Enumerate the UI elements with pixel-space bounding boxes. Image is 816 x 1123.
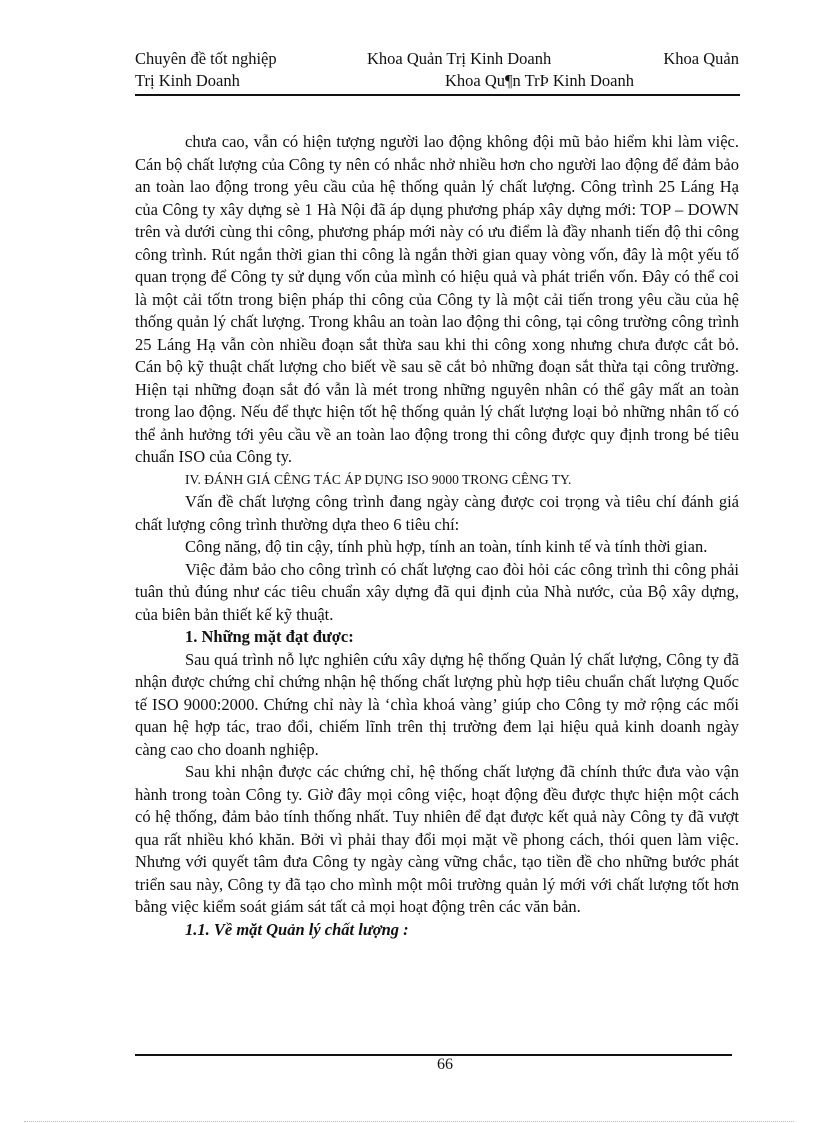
section-heading-achievements: 1. Những mặt đạt được:: [185, 627, 354, 646]
page-bottom-edge: [24, 1121, 794, 1122]
paragraph-iso-certificate: Sau quá trình nỗ lực nghiên cứu xây dựng hệ thống Quản lý chất lượng, Công ty đã nhận được chứng chỉ chứng nhận hệ thống chất lượng phù hợp tiêu chuẩn chất lượng Quốc tế ISO 9000:2000. Chứng chỉ này là ‘chìa khoá vàng’ giúp cho Công ty mở rộng các mối quan hệ hợp tác, trao đổi, chiếm lĩnh trên thị trường đem lại hiệu quả kinh doanh ngày càng cao cho doanh nghiệp.: [135, 649, 739, 759]
paragraph-system-operation: Sau khi nhận được các chứng chỉ, hệ thống chất lượng đã chính thức đưa vào vận hành trong toàn Công ty. Giờ đây mọi công việc, hoạt động đều được thực hiện một cách có hệ thống, đảm bảo tính thống nhất. Tuy nhiên để đạt được kết quả này Công ty đã vượt qua rất nhiều khó khăn. Bởi vì phải thay đổi mọi mặt về phong cách, thói quen làm việc. Nhưng với quyết tâm đưa Công ty ngày càng vững chắc, tạo tiền đề cho những bước phát triển sau này, Công ty đã tạo cho mình một môi trường quản lý mới với chất lượng tốt hơn bằng việc kiểm soát giám sát tất cả mọi hoạt động trên các văn bản.: [135, 762, 739, 916]
header-rule: [135, 94, 740, 96]
section-heading-iv: IV. ĐÁNH GIÁ CÊNG TÁC ÁP DỤNG ISO 9000 TRONG CÊNG TY.: [185, 471, 572, 487]
paragraph-construction-safety: chưa cao, vẫn có hiện tượng người lao động không đội mũ bảo hiểm khi làm việc. Cán bộ chất lượng của Công ty nên có nhắc nhở nhiều hơn cho người lao động để đảm bảo an toàn lao động trong yêu cầu của hệ thống quản lý chất lượng. Công trình 25 Láng Hạ của Công ty xây dựng sè 1 Hà Nội đã áp dụng phương pháp xây dựng mới: TOP – DOWN trên và dưới cùng thi công, phương pháp mới này có ưu điểm là đầy nhanh tiến độ thi công công trình. Rút ngắn thời gian thi công là ngắn thời gian quay vòng vốn, đây là một yếu tố quan trọng để Công ty sử dụng vốn của mình có hiệu quả và phát triển vốn. Đây có thể coi là một cải tốtn trong biện pháp thi công của Công ty là một cải tiến trong yêu cầu của hệ thống quản lý chất lượng. Trong khâu an toàn lao động thi công, tại công trường công trình 25 Láng Hạ vẫn còn nhiều đoạn sắt thừa sau khi thi công xong nhưng chưa được cắt bỏ. Cán bộ kỹ thuật chất lượng cho biết về sau sẽ cắt bỏ những đoạn sắt thừa tại công trường. Hiện tại những đoạn sắt đó vẫn là mét trong những nguyên nhân có thể gây mất an toàn trong lao động. Nếu để thực hiện tốt hệ thống quản lý chất lượng loại bỏ những nhân tố có thể ảnh hưởng tới yêu cầu về an toàn lao động trong thi công được quy định trong bé tiêu chuẩn ISO của Công ty.: [135, 132, 739, 466]
header-line-2: [135, 70, 739, 92]
header-faculty-garbled: Khoa Qu¶n TrÞ Kinh Doanh: [445, 71, 634, 90]
header-faculty-wrap-cont: Trị Kinh Doanh: [135, 71, 240, 90]
document-body: [135, 131, 739, 941]
header-course-title: Chuyên đề tốt nghiệp: [135, 49, 277, 68]
header-line-1: [135, 48, 739, 70]
subsection-heading-quality-management: 1.1. Về mặt Quản lý chất lượng :: [185, 919, 409, 939]
page-header: [135, 48, 739, 92]
paragraph-quality-criteria: Vấn đề chất lượng công trình đang ngày càng được coi trọng và tiêu chí đánh giá chất lượng công trình thường dựa theo 6 tiêu chí:: [135, 492, 739, 534]
page-number: 66: [437, 1056, 453, 1073]
paragraph-criteria-list: Công năng, độ tin cậy, tính phù hợp, tính an toàn, tính kinh tế và tính thời gian.: [185, 537, 708, 556]
paragraph-standards: Việc đảm bảo cho công trình có chất lượng cao đòi hỏi các công trình thi công phải tuân thủ đúng như các tiêu chuẩn xây dựng đã qui định của Nhà nước, của Bộ xây dựng, của biên bản thiết kế kỹ thuật.: [135, 559, 739, 624]
header-faculty: Khoa Quản Trị Kinh Doanh: [367, 49, 552, 68]
header-faculty-wrap: Khoa Quản: [663, 49, 739, 68]
